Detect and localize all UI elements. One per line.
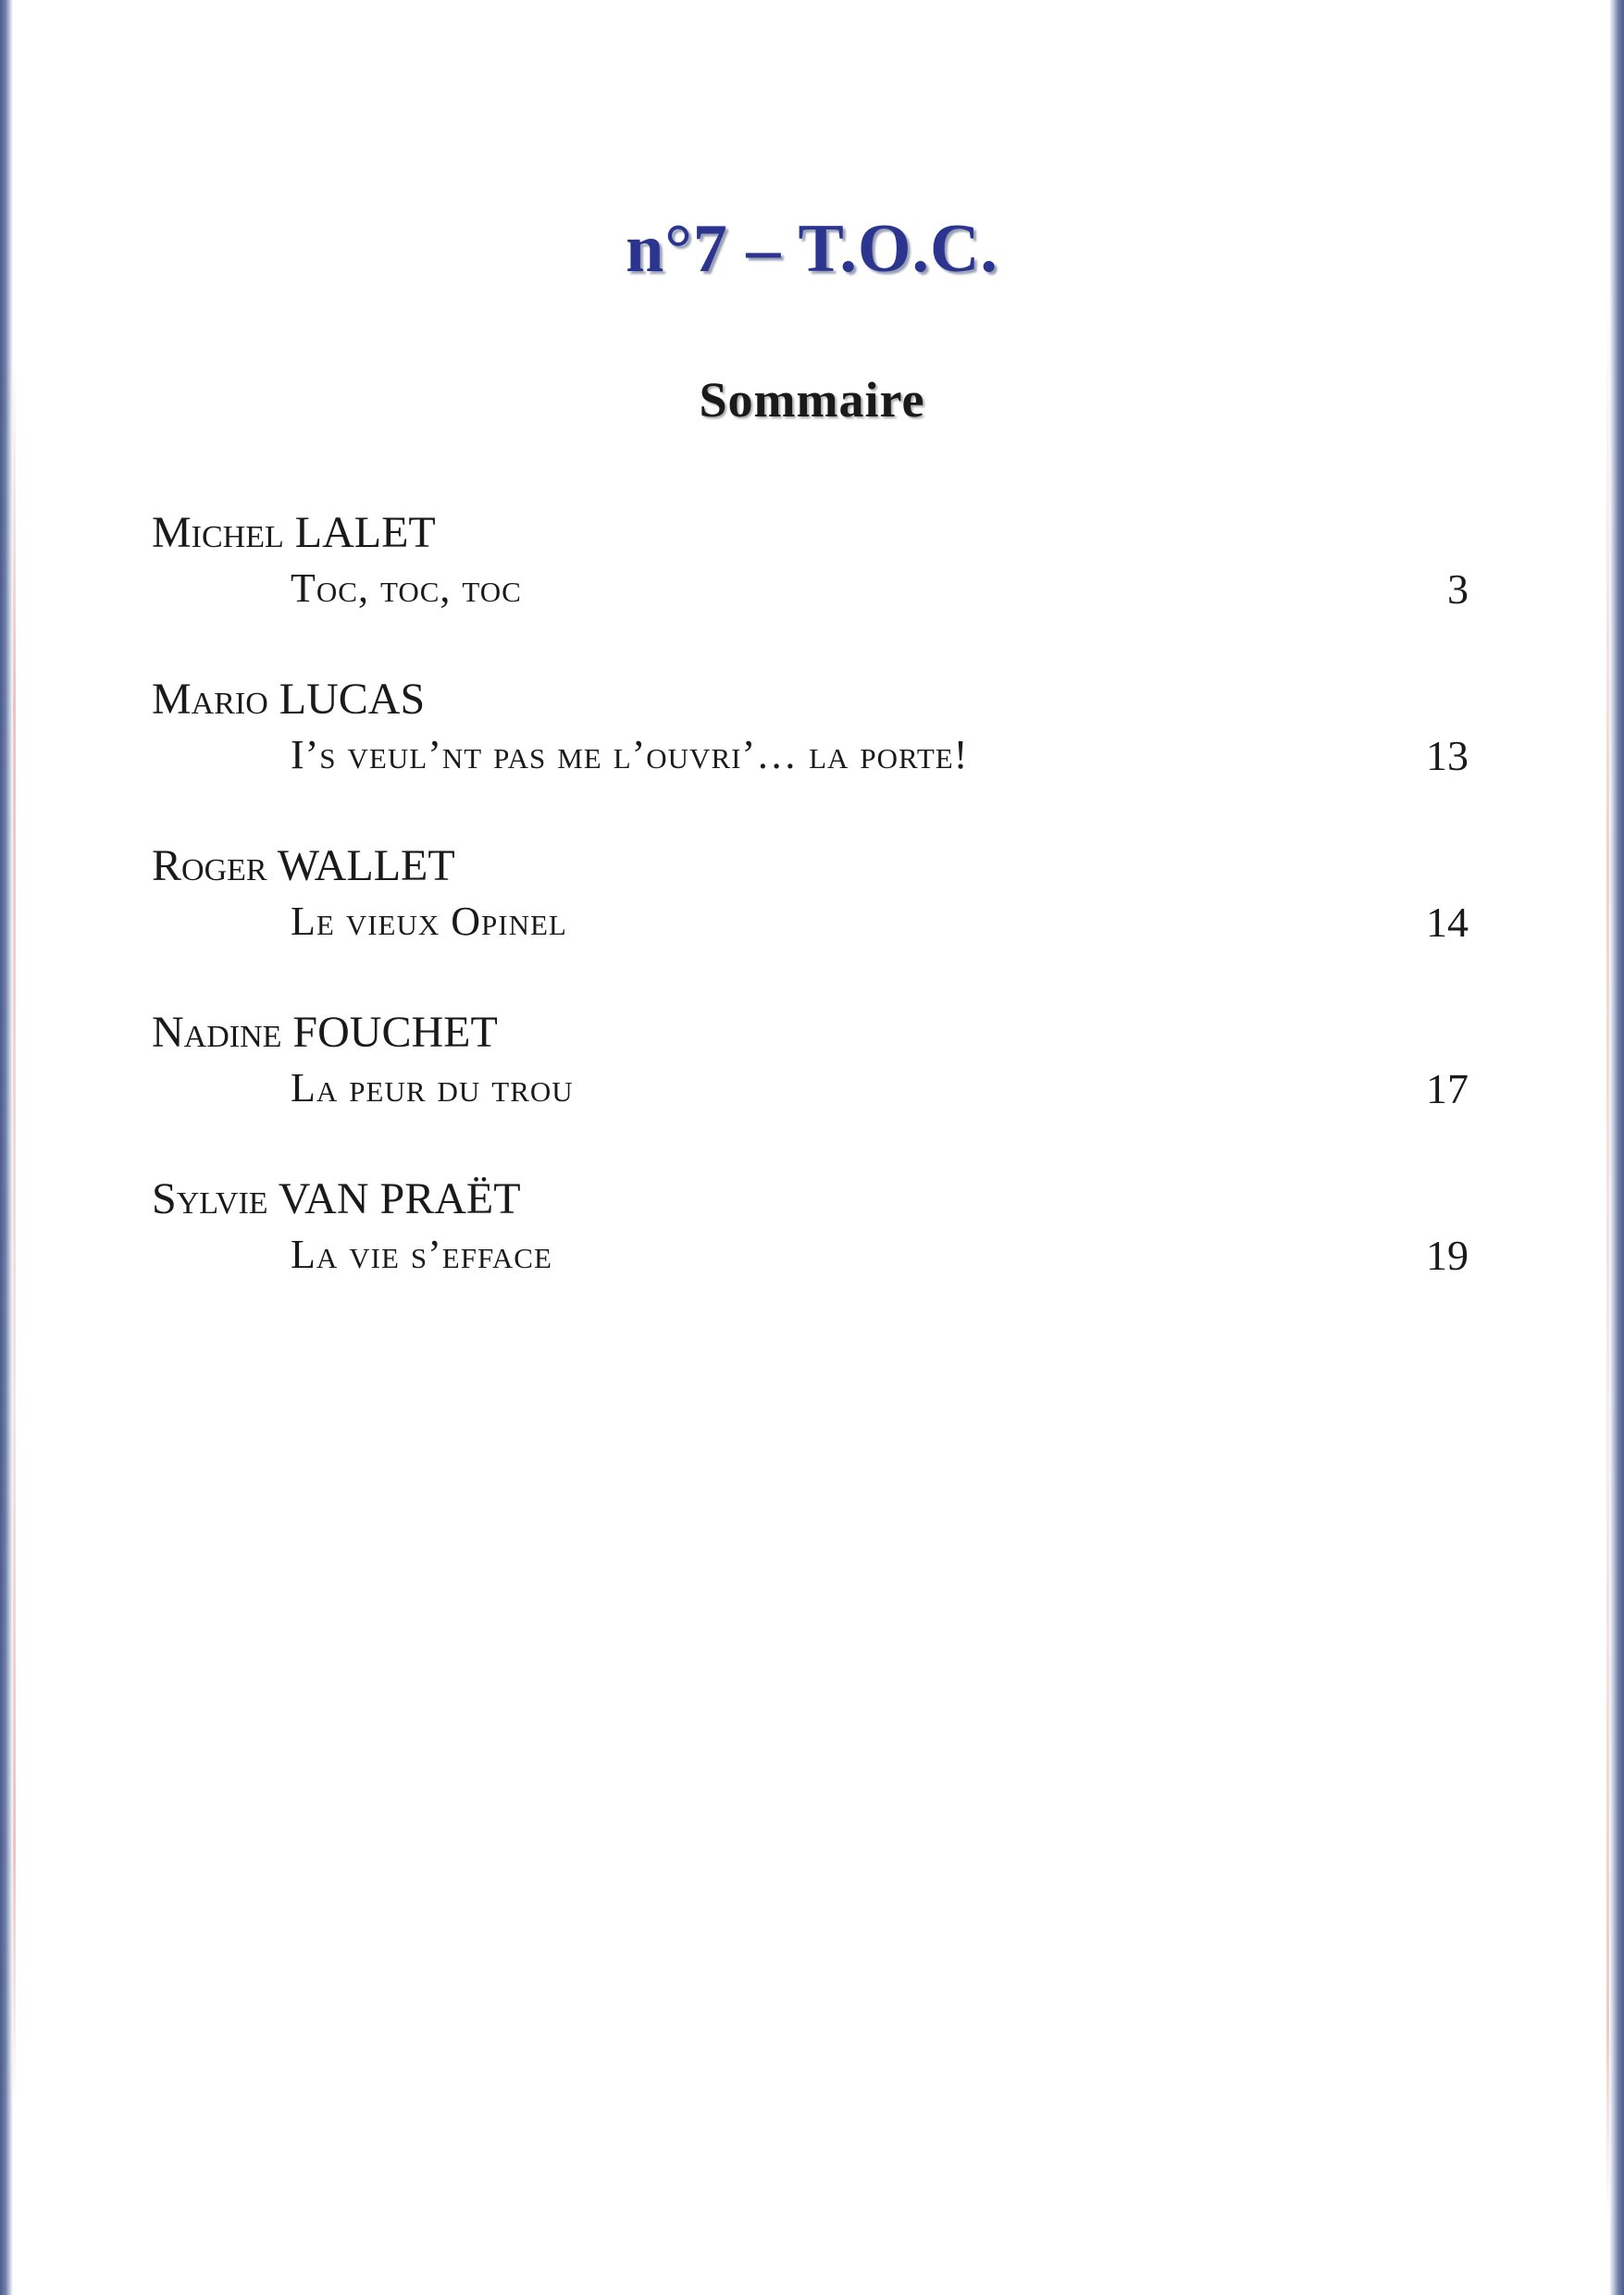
page-edge-left [0, 0, 13, 2295]
author-first-name: Mario [152, 675, 268, 724]
toc-author [152, 677, 425, 722]
author-last-name: VAN PRAËT [278, 1174, 521, 1223]
toc-author [152, 841, 455, 890]
author-first-name: Roger [152, 841, 267, 890]
toc-entry[interactable] [0, 508, 1624, 640]
toc-page-number: 19 [1426, 1232, 1469, 1279]
author-first-name: Michel [152, 508, 284, 557]
toc-work-title: La vie s’efface [291, 1232, 552, 1277]
toc-work-title: I’s veul’nt pas me l’ouvri’… la porte! [291, 732, 969, 777]
toc-page-number: 13 [1426, 732, 1469, 779]
toc-work-title: Le vieux Opinel [291, 899, 567, 944]
toc-entry[interactable] [0, 1174, 1624, 1307]
author-last-name: LUCAS [279, 675, 426, 724]
toc-entry[interactable] [0, 1008, 1624, 1140]
toc-page-number: 3 [1447, 565, 1469, 613]
author-last-name: WALLET [277, 841, 455, 890]
author-first-name: Nadine [152, 1008, 282, 1057]
toc-entry[interactable] [0, 841, 1624, 974]
author-first-name: Sylvie [152, 1174, 268, 1223]
toc-work-title: La peur du trou [291, 1065, 574, 1110]
toc-entry[interactable] [0, 677, 1624, 807]
toc-work-title: Toc, toc, toc [291, 565, 522, 611]
toc-page-number: 17 [1426, 1065, 1469, 1112]
page-subtitle: Sommaire [699, 372, 925, 428]
page-edge-right [1609, 0, 1624, 2295]
author-last-name: LALET [294, 508, 436, 557]
page-title: n°7 – T.O.C. [626, 211, 998, 287]
toc-author [152, 1008, 498, 1057]
toc-author [152, 508, 436, 557]
toc-author [152, 1174, 521, 1223]
toc-page-number: 14 [1426, 899, 1469, 946]
author-last-name: FOUCHET [292, 1008, 498, 1057]
